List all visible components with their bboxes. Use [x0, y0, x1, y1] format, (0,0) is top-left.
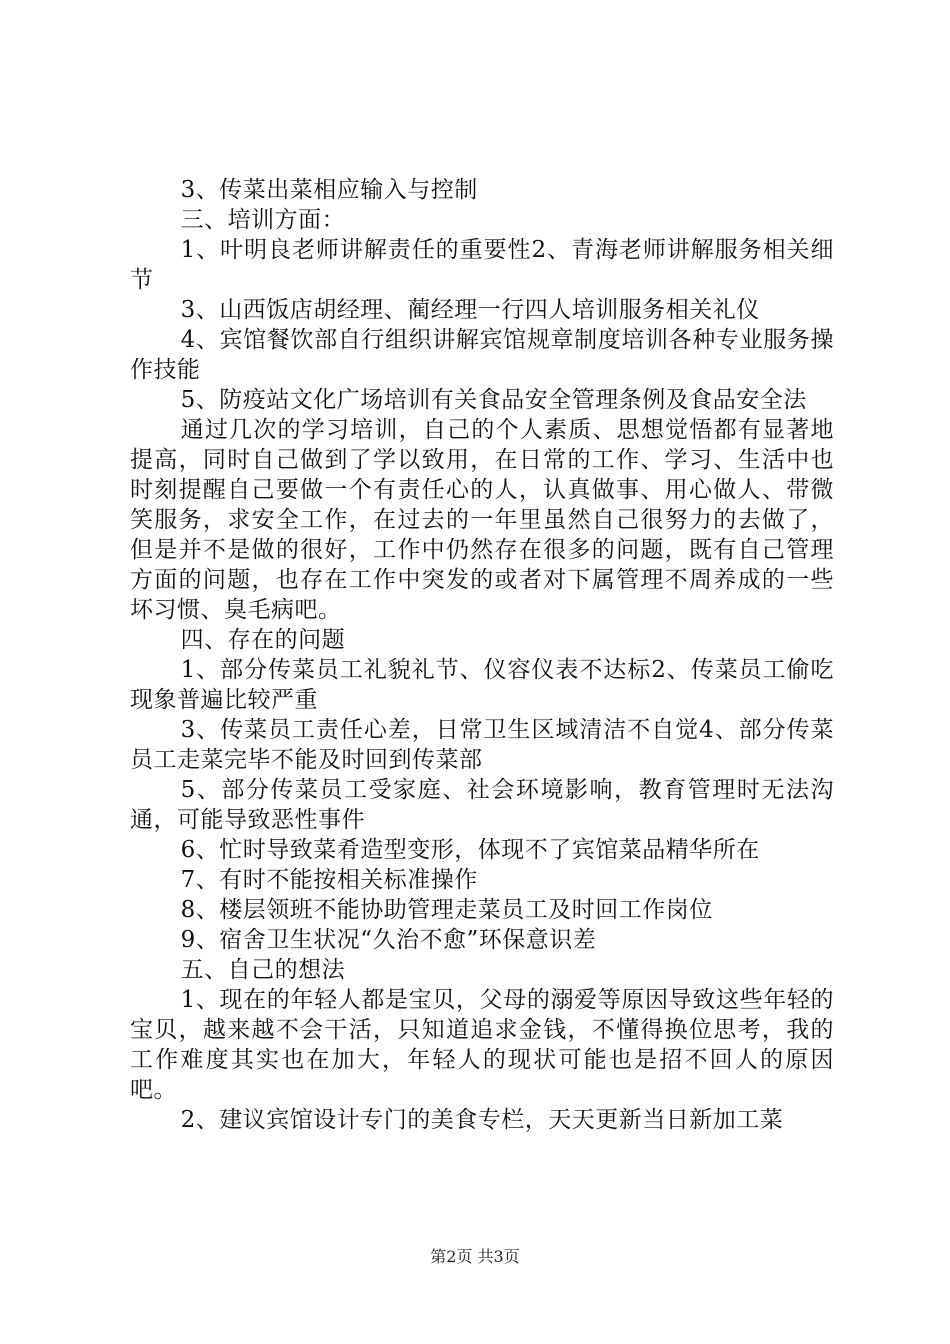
section-heading: 五、自己的想法	[180, 957, 346, 983]
paragraph: 4、宾馆餐饮部自行组织讲解宾馆规章制度培训各种专业服务操作技能	[130, 327, 834, 383]
paragraph: 通过几次的学习培训，自己的个人素质、思想觉悟都有显著地提高，同时自己做到了学以致用，在日常的工作、学习、生活中也时刻提醒自己要做一个有责任心的人，认真做事、用心做人、带微笑服务，求安全工作，在过去的一年里虽然自己很努力的去做了，但是并不是做的很好，工作中仍然存在很多的问题，既有自己管理方面的问题，也存在工作中突发的或者对下属管理不周养成的一些坏习惯、臭毛病吧。	[130, 417, 834, 623]
paragraph: 2、建议宾馆设计专门的美食专栏，天天更新当日新加工菜	[180, 1107, 784, 1133]
paragraph: 8、楼层领班不能协助管理走菜员工及时回工作岗位	[180, 897, 713, 923]
paragraph: 3、山西饭店胡经理、蔺经理一行四人培训服务相关礼仪	[180, 297, 760, 323]
paragraph: 1、现在的年轻人都是宝贝，父母的溺爱等原因导致这些年轻的宝贝，越来越不会干活，只知道追求金钱，不懂得换位思考，我的工作难度其实也在加大，年轻人的现状可能也是招不回人的原因吧。	[130, 987, 834, 1103]
paragraph: 1、叶明良老师讲解责任的重要性2、青海老师讲解服务相关细节	[130, 237, 834, 293]
paragraph: 9、宿舍卫生状况“久治不愈”环保意识差	[180, 927, 597, 953]
document-body	[130, 175, 834, 1135]
paragraph: 7、有时不能按相关标准操作	[180, 867, 478, 893]
page-footer	[0, 1244, 950, 1267]
paragraph: 5、部分传菜员工受家庭、社会环境影响，教育管理时无法沟通，可能导致恶性事件	[130, 777, 834, 833]
paragraph: 1、部分传菜员工礼貌礼节、仪容仪表不达标2、传菜员工偷吃现象普遍比较严重	[130, 657, 834, 713]
section-heading: 四、存在的问题	[180, 627, 346, 653]
page-indicator: 第2页 共3页	[430, 1247, 520, 1266]
paragraph: 3、传菜员工责任心差，日常卫生区域清洁不自觉4、部分传菜员工走菜完毕不能及时回到传菜部	[130, 717, 834, 773]
paragraph: 5、防疫站文化广场培训有关食品安全管理条例及食品安全法	[180, 387, 807, 413]
section-heading: 三、培训方面：	[180, 207, 346, 233]
paragraph: 6、忙时导致菜肴造型变形，体现不了宾馆菜品精华所在	[180, 837, 760, 863]
paragraph: 3、传菜出菜相应输入与控制	[180, 177, 478, 203]
